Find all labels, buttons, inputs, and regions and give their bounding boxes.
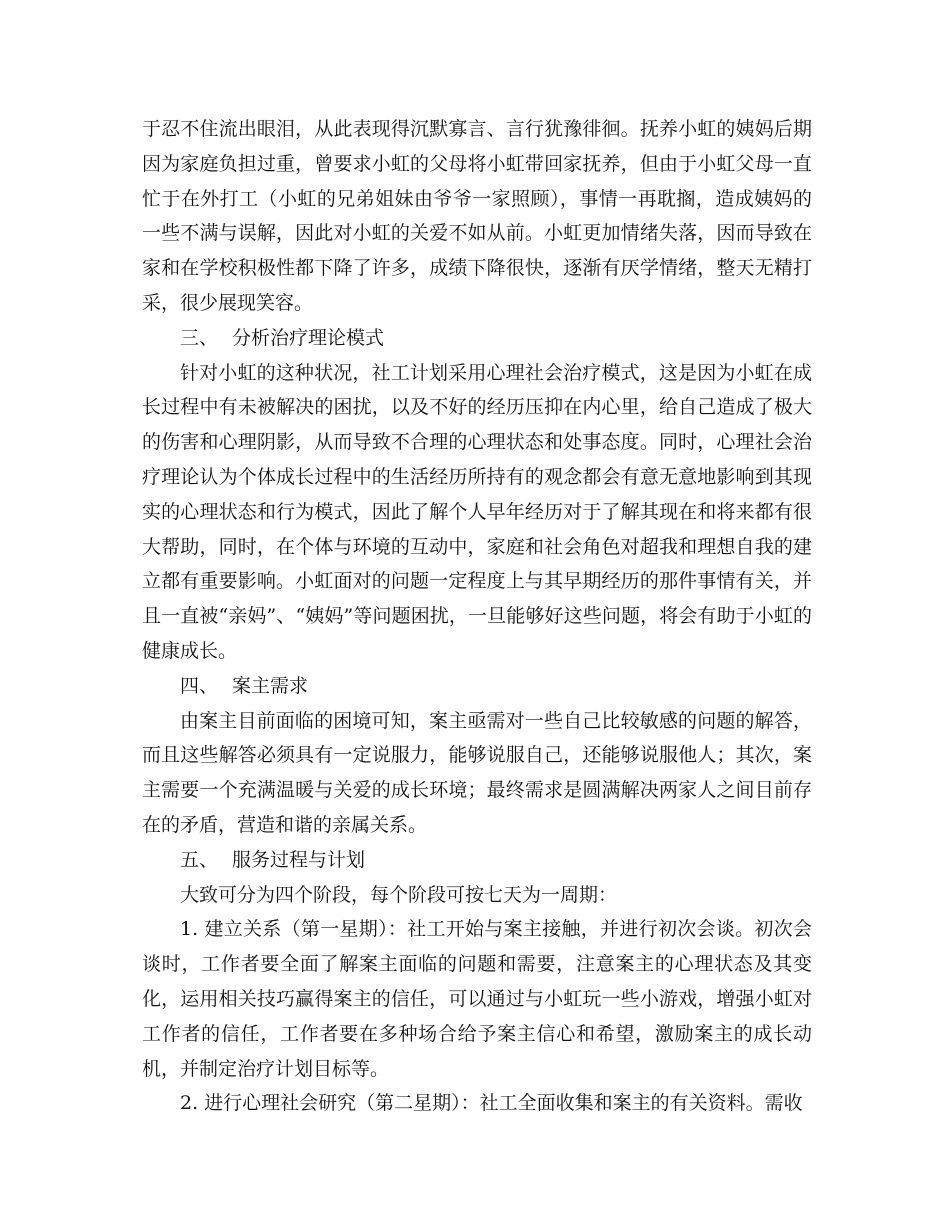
section-heading-5	[142, 843, 812, 878]
paragraph-continuation: 于忍不住流出眼泪，从此表现得沉默寡言、言行犹豫徘徊。抚养小虹的姨妈后期因为家庭负担过重，曾要求小虹的父母将小虹带回家抚养，但由于小虹父母一直忙于在外打工（小虹的兄弟姐妹由爷爷一家照顾），事情一再耽搁，造成姨妈的一些不满与误解，因此对小虹的关爱不如从前。小虹更加情绪失落，因而导致在家和在学校积极性都下降了许多，成绩下降很快，逐渐有厌学情绪，整天无精打采，很少展现笑容。	[142, 118, 812, 314]
document-body	[142, 112, 812, 1121]
section-number: 五、	[180, 848, 219, 871]
paragraph-stage-1: 1. 建立关系（第一星期）：社工开始与案主接触，并进行初次会谈。初次会谈时，工作者要全面了解案主面临的问题和需要，注意案主的心理状态及其变化，运用相关技巧赢得案主的信任，可以通过与小虹玩一些小游戏，增强小虹对工作者的信任，工作者要在多种场合给予案主信心和希望，激励案主的成长动机，并制定治疗计划目标等。	[142, 918, 812, 1080]
paragraph-stage-2: 2. 进行心理社会研究（第二星期）：社工全面收集和案主的有关资料。需收	[180, 1092, 803, 1115]
paragraph-theory: 针对小虹的这种状况，社工计划采用心理社会治疗模式，这是因为小虹在成长过程中有未被解决的困扰，以及不好的经历压抑在内心里，给自己造成了极大的伤害和心理阴影，从而导致不合理的心理状态和处事态度。同时，心理社会治疗理论认为个体成长过程中的生活经历所持有的观念都会有意无意地影响到其现实的心理状态和行为模式，因此了解个人早年经历对于了解其现在和将来都有很大帮助，同时，在个体与环境的互动中，家庭和社会角色对超我和理想自我的建立都有重要影响。小虹面对的问题一定程度上与其早期经历的那件事情有关，并且一直被“亲妈”、“姨妈”等问题困扰，一旦能够好这些问题，将会有助于小虹的健康成长。	[142, 361, 812, 662]
section-title: 案主需求	[232, 674, 309, 697]
section-number: 三、	[180, 326, 219, 349]
paragraph-needs: 由案主目前面临的困境可知，案主亟需对一些自己比较敏感的问题的解答，而且这些解答必须具有一定说服力，能够说服自己，还能够说服他人；其次，案主需要一个充满温暖与关爱的成长环境；最终需求是圆满解决两家人之间目前存在的矛盾，营造和谐的亲属关系。	[142, 709, 812, 836]
paragraph-stages-intro: 大致可分为四个阶段，每个阶段可按七天为一周期：	[180, 883, 618, 906]
section-title: 服务过程与计划	[232, 848, 366, 871]
section-heading-4	[142, 669, 812, 704]
section-title: 分析治疗理论模式	[232, 326, 385, 349]
section-number: 四、	[180, 674, 219, 697]
section-heading-3	[142, 321, 812, 356]
